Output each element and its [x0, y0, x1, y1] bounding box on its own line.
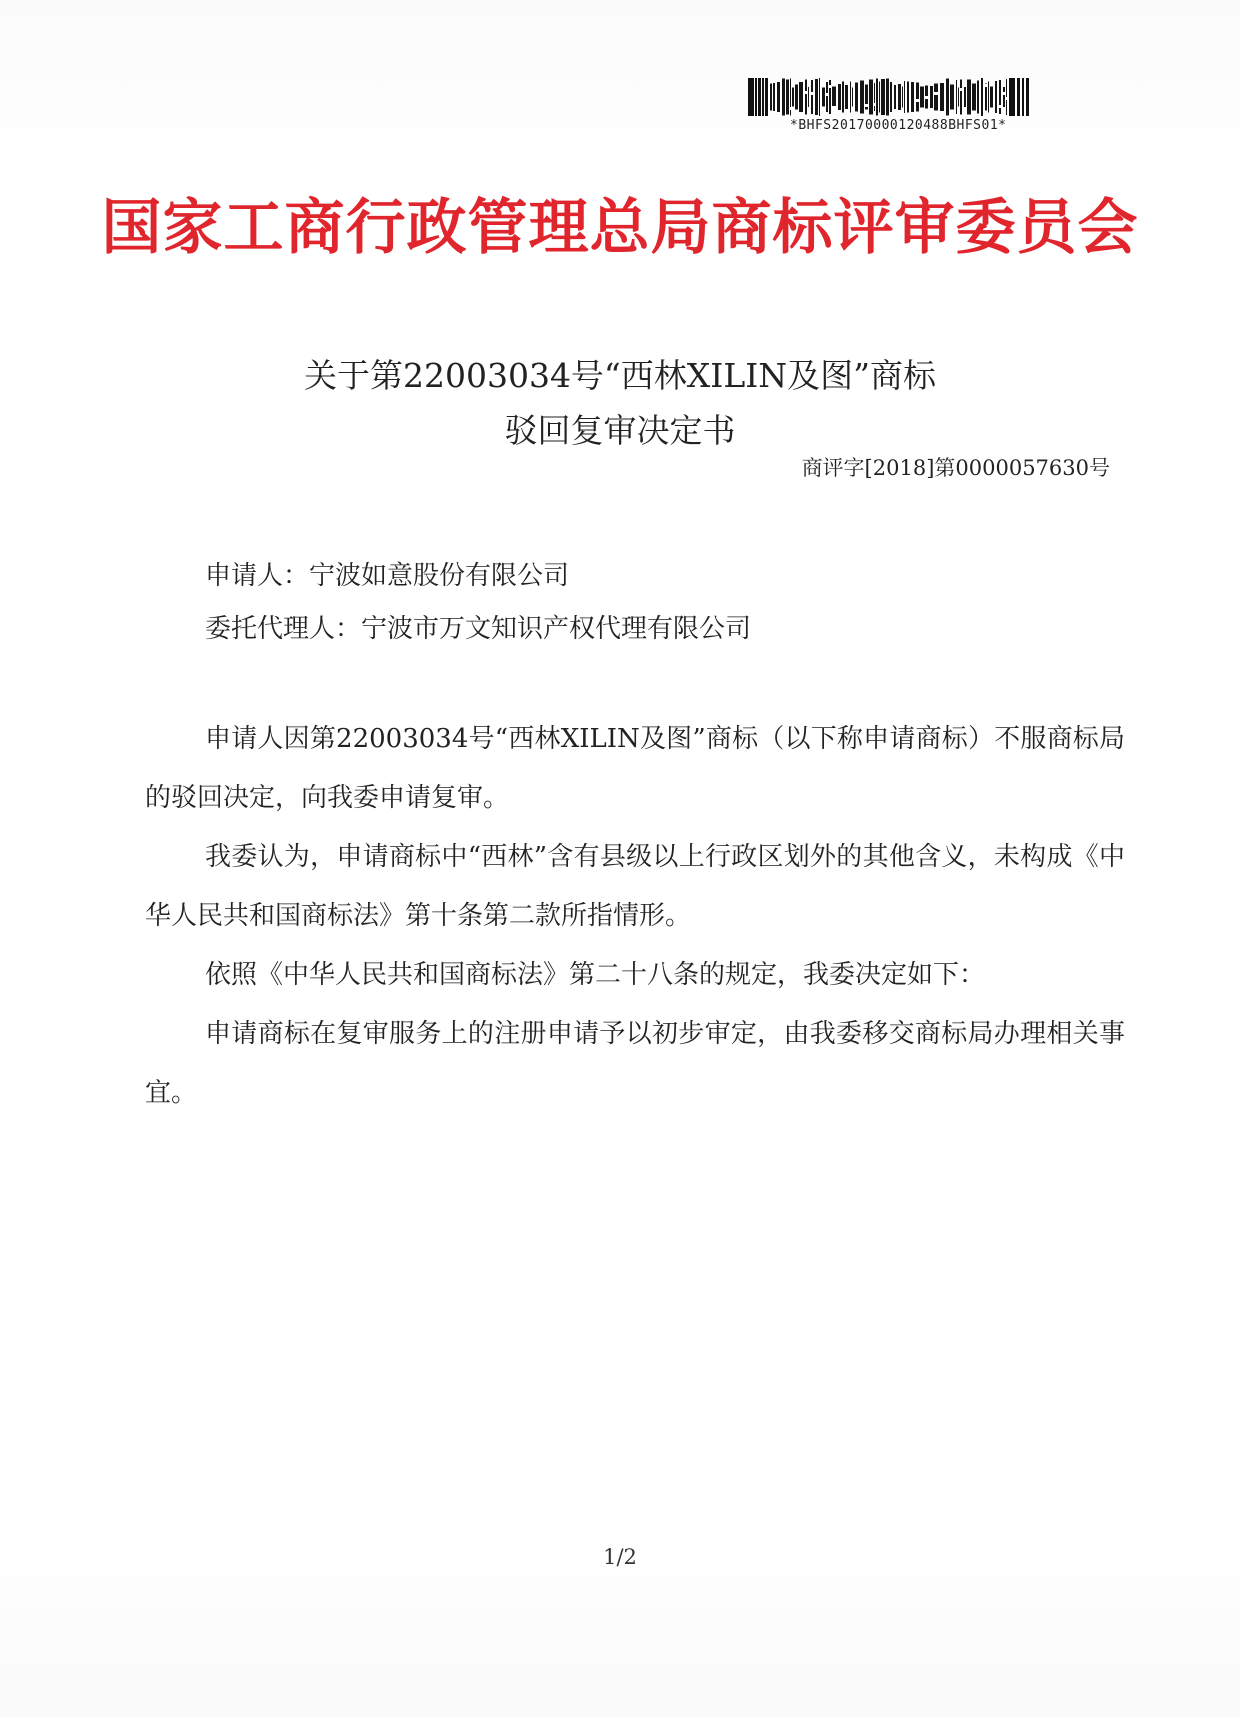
applicant-line: 申请人：宁波如意股份有限公司	[205, 561, 570, 591]
body-paragraph: 申请商标在复审服务上的注册申请予以初步审定，由我委移交商标局办理相关事宜。	[145, 1019, 1125, 1108]
barcode-icon	[748, 78, 1058, 116]
body-paragraph: 申请人因第22003034号“西林XILIN及图”商标（以下称申请商标）不服商标局的驳回决定，向我委申请复审。	[145, 724, 1125, 813]
document-title-line-1: 关于第22003034号“西林XILIN及图”商标	[303, 356, 937, 395]
barcode	[748, 78, 1068, 140]
decision-body	[145, 710, 1125, 1123]
barcode-text: *BHFS20170000120488BHFS01*	[790, 118, 1007, 133]
reference-number: 商评字[2018]第0000057630号	[801, 456, 1110, 480]
page-number: 1/2	[603, 1545, 637, 1569]
body-paragraph: 依照《中华人民共和国商标法》第二十八条的规定，我委决定如下：	[205, 960, 986, 990]
document-title-line-2: 驳回复审决定书	[504, 411, 736, 450]
issuer-header: 国家工商行政管理总局商标评审委员会	[101, 193, 1139, 263]
body-paragraph: 我委认为，申请商标中“西林”含有县级以上行政区划外的其他含义，未构成《中华人民共和国商标法》第十条第二款所指情形。	[145, 842, 1125, 931]
agent-line: 委托代理人：宁波市万文知识产权代理有限公司	[205, 614, 752, 644]
